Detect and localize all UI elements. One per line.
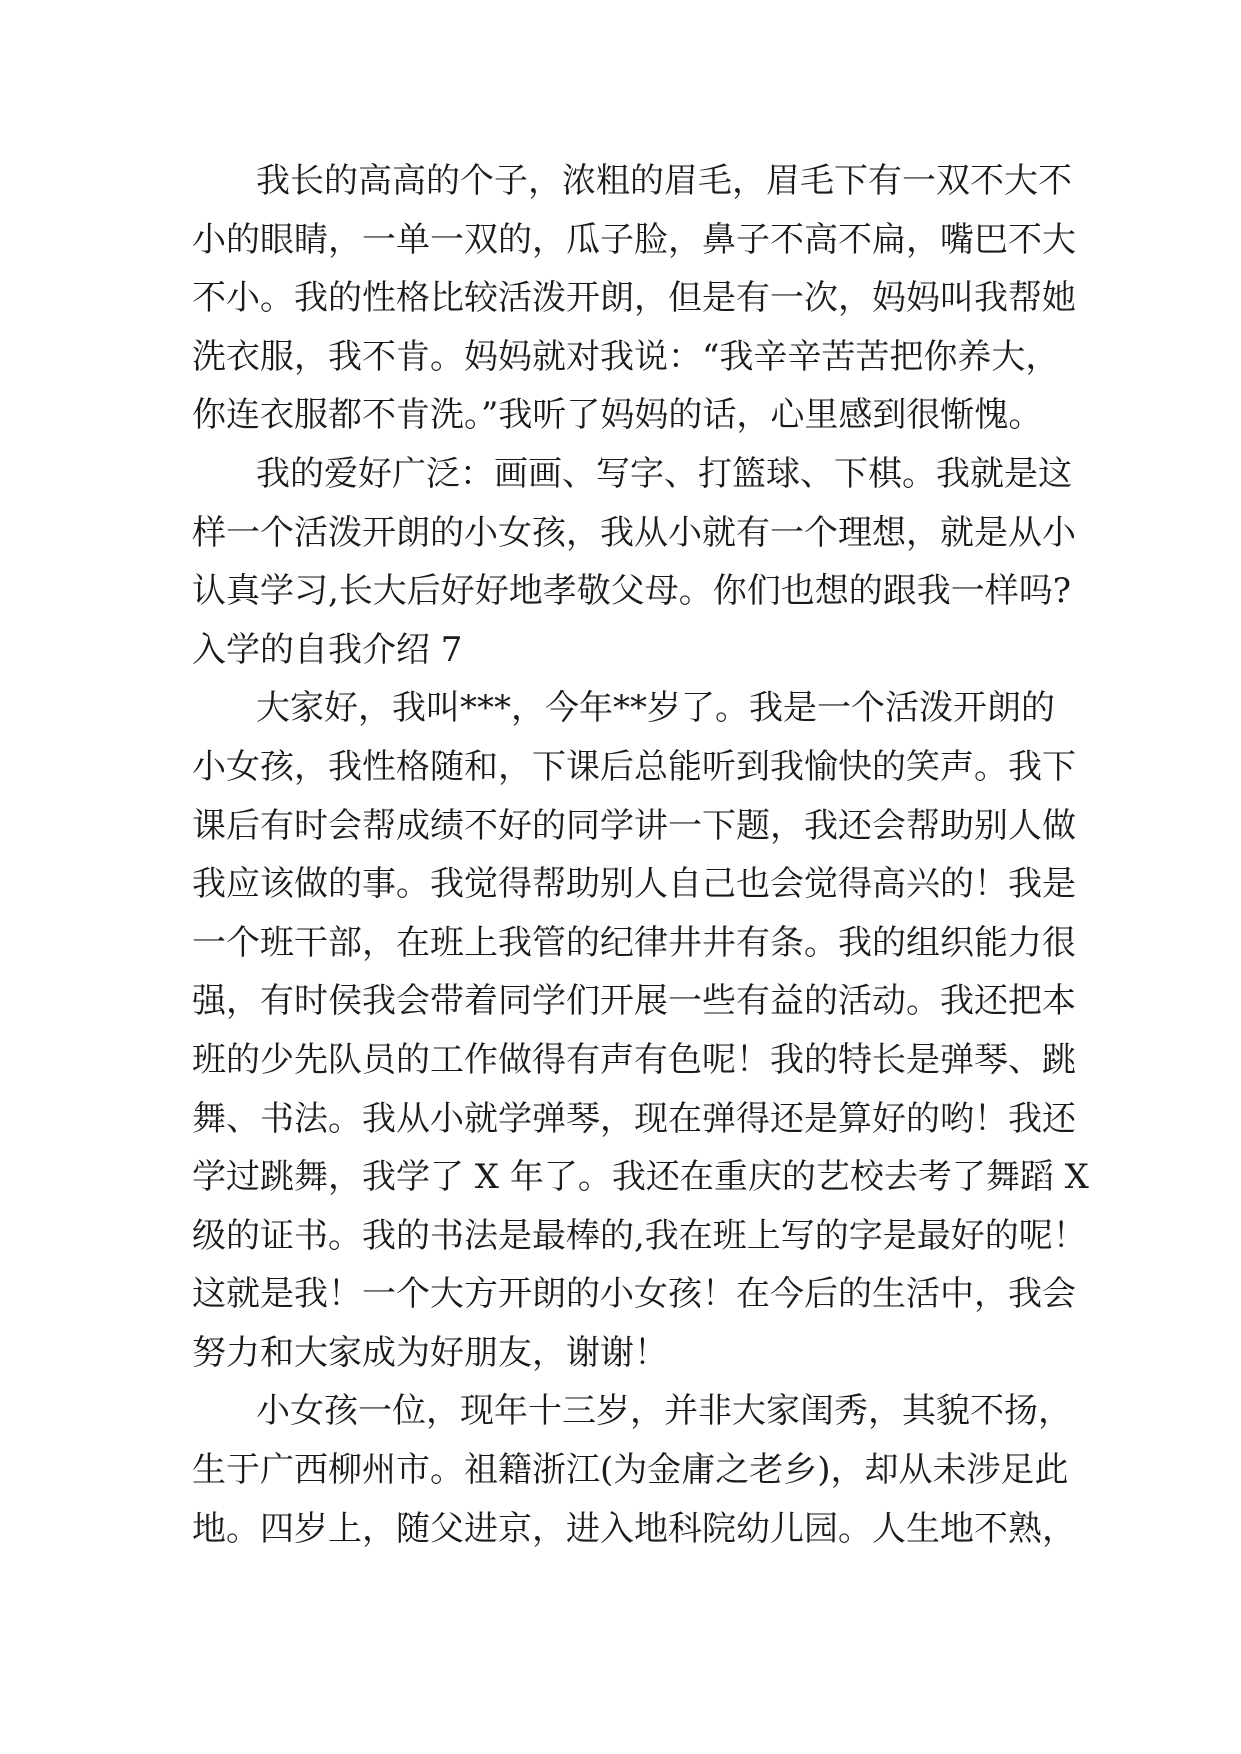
text-line: 不小。我的性格比较活泼开朗，但是有一次，妈妈叫我帮她 (192, 278, 1076, 319)
document-body (192, 152, 1089, 1558)
text-line: 级的证书。我的书法是最棒的,我在班上写的字是最好的呢！ (192, 1215, 1087, 1256)
text-line: 我应该做的事。我觉得帮助别人自己也会觉得高兴的！我是 (192, 864, 1076, 905)
text-line: 小女孩，我性格随和，下课后总能听到我愉快的笑声。我下 (192, 746, 1076, 787)
section-heading: 入学的自我介绍 7 (192, 629, 463, 670)
text-line: 课后有时会帮成绩不好的同学讲一下题，我还会帮助别人做 (192, 805, 1076, 846)
text-line: 生于广西柳州市。祖籍浙江(为金庸之老乡)，却从未涉足此 (192, 1450, 1069, 1491)
text-line: 班的少先队员的工作做得有声有色呢！我的特长是弹琴、跳 (192, 1039, 1076, 1080)
text-line: 洗衣服，我不肯。妈妈就对我说：“我辛辛苦苦把你养大， (192, 336, 1060, 377)
text-line: 舞、书法。我从小就学弹琴，现在弹得还是算好的哟！我还 (192, 1098, 1076, 1139)
text-line: 强，有时侯我会带着同学们开展一些有益的活动。我还把本 (192, 981, 1076, 1022)
text-line: 你连衣服都不肯洗。”我听了妈妈的话，心里感到很惭愧。 (192, 395, 1043, 436)
text-line: 小女孩一位，现年十三岁，并非大家闺秀，其貌不扬， (256, 1391, 1072, 1432)
text-line: 样一个活泼开朗的小女孩，我从小就有一个理想，就是从小 (192, 512, 1076, 553)
text-line: 努力和大家成为好朋友，谢谢！ (192, 1332, 668, 1373)
text-line: 认真学习,长大后好好地孝敬父母。你们也想的跟我一样吗? (192, 571, 1072, 612)
text-line: 学过跳舞，我学了 X 年了。我还在重庆的艺校去考了舞蹈 X (192, 1157, 1089, 1198)
text-line: 一个班干部，在班上我管的纪律井井有条。我的组织能力很 (192, 922, 1076, 963)
text-line: 大家好，我叫***，今年**岁了。我是一个活泼开朗的 (256, 688, 1055, 729)
text-line: 我的爱好广泛：画画、写字、打篮球、下棋。我就是这 (256, 453, 1072, 494)
text-line: 地。四岁上，随父进京，进入地科院幼儿园。人生地不熟， (192, 1508, 1076, 1549)
text-line: 小的眼睛，一单一双的，瓜子脸，鼻子不高不扁，嘴巴不大 (192, 219, 1076, 260)
text-line: 我长的高高的个子，浓粗的眉毛，眉毛下有一双不大不 (256, 161, 1072, 201)
text-line: 这就是我！一个大方开朗的小女孩！在今后的生活中，我会 (192, 1274, 1076, 1315)
